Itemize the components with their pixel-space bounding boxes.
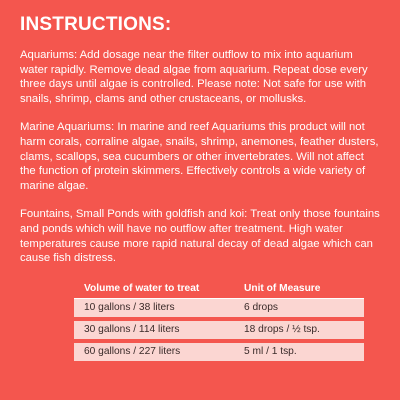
dosage-table-header	[74, 280, 364, 299]
cell-unit: 5 ml / 1 tsp.	[234, 341, 364, 361]
table-header-row	[74, 280, 364, 299]
cell-volume: 30 gallons / 114 liters	[74, 319, 234, 341]
header-unit-of-measure: Unit of Measure	[234, 280, 364, 299]
table-row	[74, 341, 364, 361]
cell-unit: 18 drops / ½ tsp.	[234, 319, 364, 341]
dosage-table-container	[74, 280, 364, 361]
page-title: INSTRUCTIONS:	[20, 14, 172, 35]
dosage-table-body	[74, 298, 364, 361]
cell-volume: 60 gallons / 227 liters	[74, 341, 234, 361]
paragraph-marine-aquariums: Marine Aquariums: In marine and reef Aquariums this product will not harm corals, corraline algae, snails, shrimp, anemones, feather dusters, clams, scallops, sea cucumbers or other invertebrates. Will not affect the function of protein skimmers. Effectively controls a wide variety of marine algae.	[20, 121, 379, 192]
paragraph-fountains-ponds: Fountains, Small Ponds with goldfish and koi: Treat only those fountains and ponds which will have no outflow after treatment. High water temperatures cause more rapid natural decay of dead algae which can cause fish distress.	[20, 208, 380, 265]
cell-volume: 10 gallons / 38 liters	[84, 302, 175, 314]
paragraph-aquariums: Aquariums: Add dosage near the filter outflow to mix into aquarium water rapidly. Remove dead algae from aquarium. Repeat dose every three days until algae is controlled. Please note: Not safe for use with snails, shrimp, clams and other crustaceans, or mollusks.	[20, 49, 368, 105]
table-row	[74, 319, 364, 341]
dosage-table	[74, 280, 364, 361]
cell-unit: 6 drops	[244, 302, 278, 314]
header-volume: Volume of water to treat	[74, 280, 234, 299]
table-row	[74, 298, 364, 319]
